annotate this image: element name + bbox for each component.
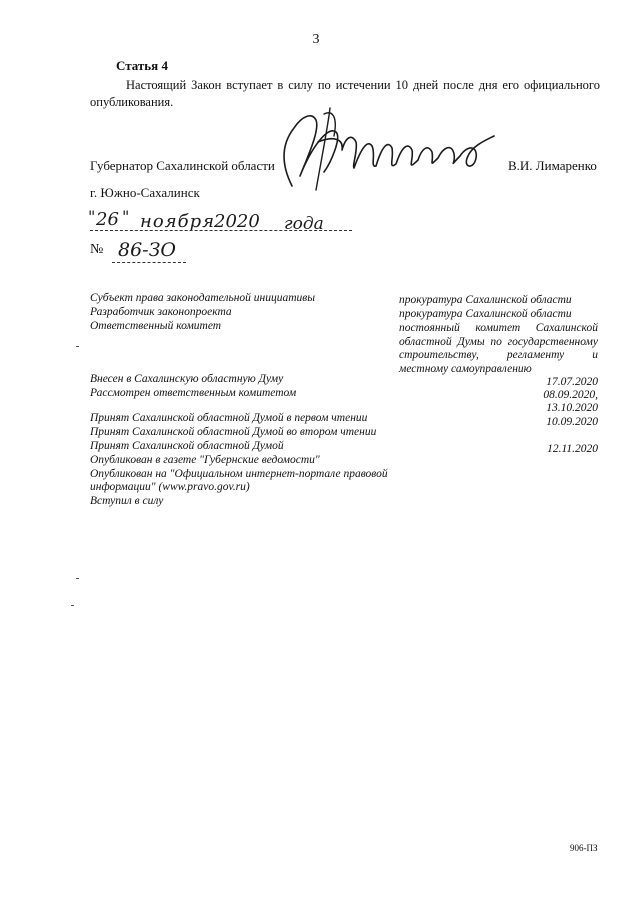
history-date: 13.10.2020 [546, 402, 598, 414]
handwritten-quote-close: " [122, 207, 130, 226]
history-label: Вступил в силу [90, 495, 164, 507]
number-underline [112, 262, 186, 263]
subject-value: прокуратура Сахалинской области [399, 294, 572, 306]
subject-label: Субъект права законодательной инициативы [90, 292, 316, 304]
handwritten-year: 2020 [214, 211, 260, 232]
number-sign: № [90, 242, 104, 257]
committee-value: постоянный комитет Сахалинской областной Думы по государственному строительству, регламенту и местному самоуправлению [399, 322, 598, 375]
signatory-name: В.И. Лимаренко [508, 158, 597, 173]
scan-speck [71, 605, 74, 606]
history-label: информации" (www.pravo.gov.ru) [90, 481, 250, 493]
handwritten-day: 26 [96, 209, 119, 230]
scan-speck [76, 578, 79, 579]
history-label: Принят Сахалинской областной Думой [90, 440, 284, 452]
history-date: 08.09.2020, [543, 389, 598, 401]
handwritten-law-number: 86-ЗО [118, 239, 177, 261]
handwritten-month: ноября [140, 211, 216, 232]
handwritten-signature [272, 106, 504, 192]
article-title: Статья 4 [116, 58, 168, 73]
history-label: Рассмотрен ответственным комитетом [90, 387, 297, 399]
history-date: 10.09.2020 [546, 416, 598, 428]
signatory-position: Губернатор Сахалинской области [90, 158, 275, 173]
history-label: Внесен в Сахалинскую областную Думу [90, 373, 284, 385]
developer-value: прокуратура Сахалинской области [399, 308, 572, 320]
history-label: Принят Сахалинской областной Думой во втором чтении [90, 426, 377, 438]
history-label: Опубликован на "Официальном интернет-портале правовой [90, 468, 388, 480]
handwritten-year-word: года [284, 214, 324, 234]
developer-label: Разработчик законопроекта [90, 306, 232, 318]
date-underline [90, 230, 352, 231]
footer-code: 906-ПЗ [570, 843, 598, 853]
history-date: 17.07.2020 [546, 376, 598, 388]
handwritten-quote-open: " [88, 207, 96, 226]
history-label: Опубликован в газете "Губернские ведомости" [90, 454, 320, 466]
committee-label: Ответственный комитет [90, 320, 222, 332]
city-line: г. Южно-Сахалинск [90, 185, 200, 200]
page-number: 3 [312, 32, 320, 47]
scan-speck [76, 346, 79, 347]
history-date: 12.11.2020 [547, 443, 598, 455]
history-label: Принят Сахалинской областной Думой в первом чтении [90, 412, 368, 424]
article-body: Настоящий Закон вступает в силу по истечении 10 дней после дня его официального опубликования. [90, 78, 600, 109]
